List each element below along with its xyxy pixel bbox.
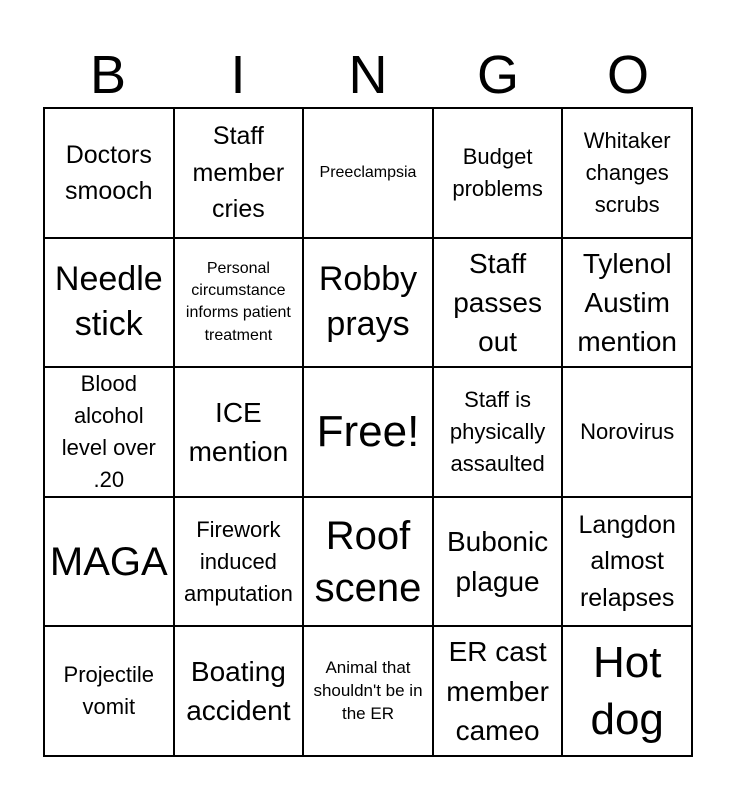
- bingo-cell[interactable]: [175, 368, 305, 498]
- cell-text: Staff member cries: [192, 122, 285, 223]
- cell-text: Staff is physically assaulted: [449, 387, 546, 476]
- cell-text: Roof scene: [314, 513, 422, 610]
- bingo-cell[interactable]: [175, 109, 305, 239]
- bingo-cell[interactable]: [45, 498, 175, 628]
- bingo-cell[interactable]: [563, 368, 693, 498]
- bingo-cell[interactable]: [434, 239, 564, 369]
- bingo-cell[interactable]: [304, 239, 434, 369]
- bingo-cell[interactable]: [304, 498, 434, 628]
- bingo-cell[interactable]: [563, 109, 693, 239]
- cell-text: Tylenol Austim mention: [577, 247, 677, 357]
- cell-text: MAGA: [49, 539, 168, 584]
- bingo-cell[interactable]: [45, 368, 175, 498]
- cell-text: Personal circumstance informs patient treatment: [185, 259, 291, 344]
- cell-text: Projectile vomit: [63, 662, 155, 720]
- bingo-cell[interactable]: [434, 627, 564, 757]
- header-letter-b: B: [89, 45, 127, 105]
- cell-text: Preeclampsia: [319, 163, 417, 181]
- header-letter-i: I: [230, 45, 246, 105]
- bingo-cell[interactable]: [175, 239, 305, 369]
- cell-text: Blood alcohol level over .20: [61, 371, 156, 492]
- cell-text: Doctors smooch: [65, 140, 153, 205]
- cell-text: Bubonic plague: [447, 526, 549, 597]
- cell-text: Hot dog: [590, 638, 664, 745]
- cell-text: Staff passes out: [453, 247, 542, 357]
- bingo-cell[interactable]: [434, 109, 564, 239]
- cell-text: Needle stick: [54, 259, 163, 344]
- cell-text: Whitaker changes scrubs: [583, 127, 671, 217]
- bingo-header: [43, 44, 693, 106]
- header-letter-o: O: [606, 45, 649, 105]
- bingo-cell[interactable]: [45, 109, 175, 239]
- cell-text: ER cast member cameo: [446, 636, 549, 746]
- bingo-cell[interactable]: [563, 627, 693, 757]
- bingo-cell[interactable]: [175, 498, 305, 628]
- bingo-cell[interactable]: [304, 627, 434, 757]
- cell-text: Animal that shouldn't be in the ER: [313, 657, 423, 723]
- cell-text: Budget problems: [452, 143, 543, 201]
- cell-text: Langdon almost relapses: [578, 511, 676, 612]
- bingo-board: [43, 107, 693, 757]
- cell-text: Norovirus: [580, 419, 675, 445]
- header-letter-g: G: [476, 45, 519, 105]
- bingo-cell[interactable]: [563, 239, 693, 369]
- bingo-cell[interactable]: [563, 498, 693, 628]
- bingo-cell[interactable]: [175, 627, 305, 757]
- free-space-text: Free!: [316, 407, 420, 457]
- header-letter-n: N: [348, 45, 388, 105]
- cell-text: Firework induced amputation: [183, 516, 293, 606]
- cell-text: ICE mention: [188, 396, 289, 467]
- cell-text: Boating accident: [186, 656, 291, 727]
- bingo-cell[interactable]: [434, 368, 564, 498]
- bingo-cell-free[interactable]: [304, 368, 434, 498]
- bingo-cell[interactable]: [434, 498, 564, 628]
- bingo-cell[interactable]: [45, 239, 175, 369]
- bingo-cell[interactable]: [304, 109, 434, 239]
- cell-text: Robby prays: [318, 259, 418, 344]
- bingo-cell[interactable]: [45, 627, 175, 757]
